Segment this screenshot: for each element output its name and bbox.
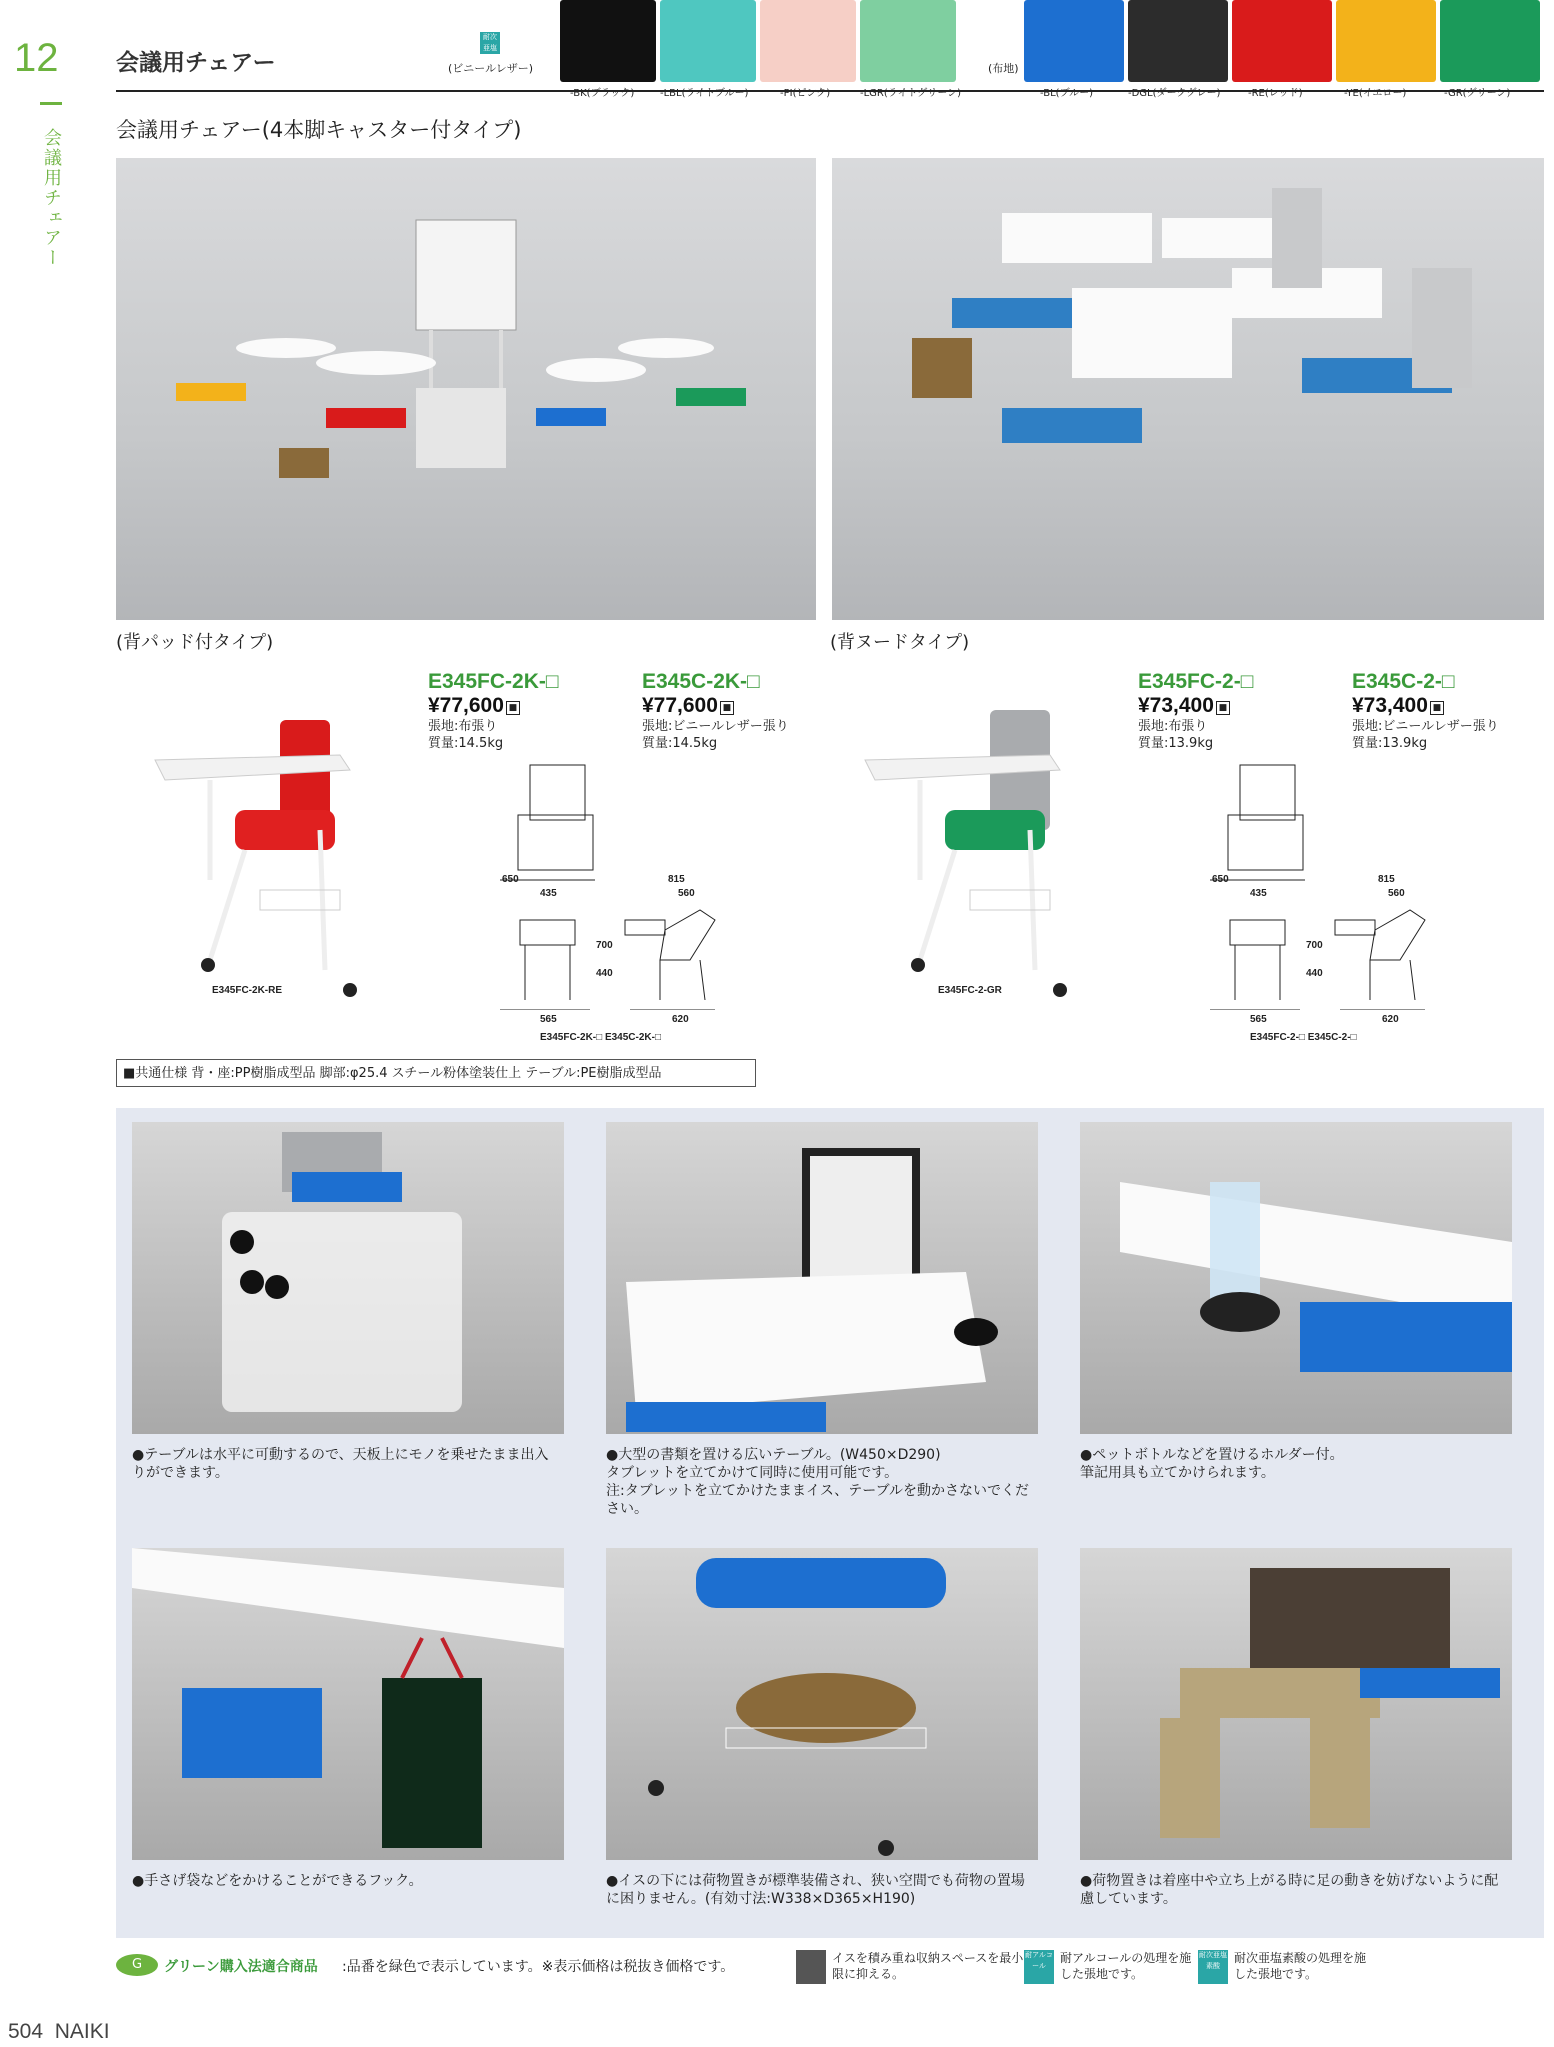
dim-label: 815 — [668, 874, 685, 885]
swatch-gr[interactable] — [1440, 0, 1540, 82]
vinyl-swatch-row — [560, 0, 1000, 100]
swatch-dgl[interactable] — [1128, 0, 1228, 82]
product-card — [1138, 670, 1253, 752]
dim-label: 440 — [596, 968, 613, 979]
stack-note: イスを積み重ね収納スペースを最小限に抑える。 — [832, 1951, 1024, 1981]
hypo-note: 耐次亜塩素酸の処理を施した張地です。 — [1234, 1951, 1367, 1981]
product-photo-code: E345FC-2-GR — [938, 985, 1002, 996]
swatch-lbl[interactable] — [660, 0, 756, 82]
swatch-label: -GR(グリーン) — [1444, 88, 1511, 99]
diagram-caption: E345FC-2K-□ E345C-2K-□ — [540, 1032, 662, 1043]
dim-label: 700 — [1306, 940, 1323, 951]
upholstery: 張地:ビニールレザー張り — [642, 719, 789, 734]
swatch-label: -YE(イエロー) — [1344, 88, 1407, 99]
green-purchase-label: グリーン購入法適合商品 — [164, 1959, 318, 1975]
common-spec: ■共通仕様 背・座:PP樹脂成型品 脚部:φ25.4 スチール粉体塗装仕上 テーブル:PE樹脂成型品 — [116, 1059, 756, 1087]
dim-label: 650 — [1212, 874, 1229, 885]
alcohol-note: 耐アルコールの処理を施した張地です。 — [1060, 1951, 1192, 1981]
swatch-label: -LBL(ライトブルー) — [660, 88, 749, 99]
chapter-divider — [40, 102, 62, 105]
price: ¥77,600 — [428, 694, 504, 717]
feature-caption: ●テーブルは水平に可動するので、天板上にモノを乗せたまま出入りができます。 — [132, 1447, 549, 1481]
footer-notes — [116, 1948, 1544, 1998]
dim-label: 620 — [672, 1014, 689, 1025]
dimension-diagram-left — [500, 760, 760, 1050]
dim-label: 620 — [1382, 1014, 1399, 1025]
tax-icon: ■ — [1216, 701, 1230, 715]
weight: 質量:14.5kg — [428, 736, 504, 751]
dim-label: 435 — [540, 888, 557, 899]
section-title: 会議用チェアー — [116, 50, 276, 76]
weight: 質量:14.5kg — [642, 736, 718, 751]
page-number-value: 504 — [8, 2020, 44, 2043]
product-photo-code: E345FC-2K-RE — [212, 985, 283, 996]
weight: 質量:13.9kg — [1352, 736, 1428, 751]
product-card — [428, 670, 559, 752]
dim-label: 650 — [502, 874, 519, 885]
feature-caption: ●荷物置きは着座中や立ち上がる時に足の動きを妨げないように配慮しています。 — [1080, 1873, 1499, 1907]
feature-photo-hook — [132, 1548, 564, 1860]
dimension-drawing — [1210, 760, 1470, 1010]
chapter-vertical-label: 会議用チェアー — [41, 128, 62, 268]
price: ¥73,400 — [1352, 694, 1428, 717]
product-photo-right — [860, 700, 1090, 1000]
hero-photo-right — [832, 158, 1544, 620]
price: ¥77,600 — [642, 694, 718, 717]
swatch-re[interactable] — [1232, 0, 1332, 82]
upholstery: 張地:ビニールレザー張り — [1352, 719, 1499, 734]
upholstery: 張地:布張り — [1138, 719, 1208, 734]
dim-label: 815 — [1378, 874, 1395, 885]
brand-name: NAIKI — [54, 2020, 110, 2043]
swatch-bk[interactable] — [560, 0, 656, 82]
dim-label: 560 — [678, 888, 695, 899]
type-label-left: (背パッド付タイプ) — [116, 632, 274, 653]
swatch-label: -DGL(ダークグレー) — [1128, 88, 1221, 99]
page-number — [8, 2020, 110, 2044]
weight: 質量:13.9kg — [1138, 736, 1214, 751]
dimension-diagram-right — [1210, 760, 1470, 1050]
dim-label: 440 — [1306, 968, 1323, 979]
dimension-drawing — [500, 760, 760, 1010]
swatch-label: -RE(レッド) — [1248, 88, 1303, 99]
feature-caption: ●イスの下には荷物置きが標準装備され、狭い空間でも荷物の置場に困りません。(有効寸法:W338×D365×H190) — [606, 1873, 1025, 1907]
dim-label: 435 — [1250, 888, 1267, 899]
chair-green-illustration — [860, 700, 1090, 1000]
chair-red-illustration — [150, 700, 380, 1000]
feature-photo-seated — [1080, 1548, 1512, 1860]
model-number: E345FC-2-□ — [1138, 670, 1254, 693]
chairs-illustration — [832, 158, 1544, 620]
type-label-right: (背ヌードタイプ) — [830, 632, 970, 653]
dim-label: 560 — [1388, 888, 1405, 899]
dim-label: 565 — [540, 1014, 557, 1025]
swatch-label: -BK(ブラック) — [570, 88, 635, 99]
green-purchase-note: :品番を緑色で表示しています。※表示価格は税抜き価格です。 — [342, 1959, 735, 1975]
dim-label: 700 — [596, 940, 613, 951]
alcohol-badge: 耐アルコール — [1024, 1950, 1054, 1984]
green-purchase-icon: G — [116, 1954, 158, 1976]
fabric-swatch-row — [1024, 0, 1554, 100]
model-number: E345C-2-□ — [1352, 670, 1455, 693]
diagram-caption: E345FC-2-□ E345C-2-□ — [1250, 1032, 1357, 1043]
swatch-label: -PI(ピンク) — [780, 88, 831, 99]
model-number: E345FC-2K-□ — [428, 670, 559, 693]
feature-photo-wide-table — [606, 1122, 1038, 1434]
upholstery: 張地:布張り — [428, 719, 498, 734]
product-card — [1352, 670, 1499, 752]
vinyl-group-label: (ビニールレザー) — [448, 62, 534, 75]
feature-caption: ●手さげ袋などをかけることができるフック。 — [132, 1873, 423, 1889]
price: ¥73,400 — [1138, 694, 1214, 717]
hypochlorous-badge: 耐次亜塩素酸 — [480, 32, 500, 54]
swatch-ye[interactable] — [1336, 0, 1436, 82]
tax-icon: ■ — [1430, 701, 1444, 715]
swatch-bl[interactable] — [1024, 0, 1124, 82]
tax-icon: ■ — [720, 701, 734, 715]
fabric-group-label: (布地) — [988, 62, 1019, 75]
section-subtitle: 会議用チェアー(4本脚キャスター付タイプ) — [116, 118, 522, 142]
feature-caption: ●ペットボトルなどを置けるホルダー付。 筆記用具も立てかけられます。 — [1080, 1447, 1344, 1481]
hypo-badge: 耐次亜塩素酸 — [1198, 1950, 1228, 1984]
feature-caption: ●大型の書類を置ける広いテーブル。(W450×D290) タブレットを立てかけて同時に使用可能です。 注:タブレットを立てかけたままイス、テーブルを動かさないでください。 — [606, 1447, 1030, 1517]
tax-icon: ■ — [506, 701, 520, 715]
chapter-number: 12 — [14, 36, 59, 80]
stack-icon — [796, 1950, 826, 1984]
product-card — [642, 670, 789, 752]
feature-photo-basket — [606, 1548, 1038, 1860]
swatch-label: -BL(ブルー) — [1040, 88, 1094, 99]
swatch-pi[interactable] — [760, 0, 856, 82]
product-photo-left — [150, 700, 380, 1000]
chairs-illustration — [116, 158, 816, 620]
feature-photo-table-swivel — [132, 1122, 564, 1434]
dim-label: 565 — [1250, 1014, 1267, 1025]
feature-photo-bottle-holder — [1080, 1122, 1512, 1434]
model-number: E345C-2K-□ — [642, 670, 760, 693]
swatch-lgr[interactable] — [860, 0, 956, 82]
hero-photo-left — [116, 158, 816, 620]
swatch-label: -LGR(ライトグリーン) — [860, 88, 961, 99]
